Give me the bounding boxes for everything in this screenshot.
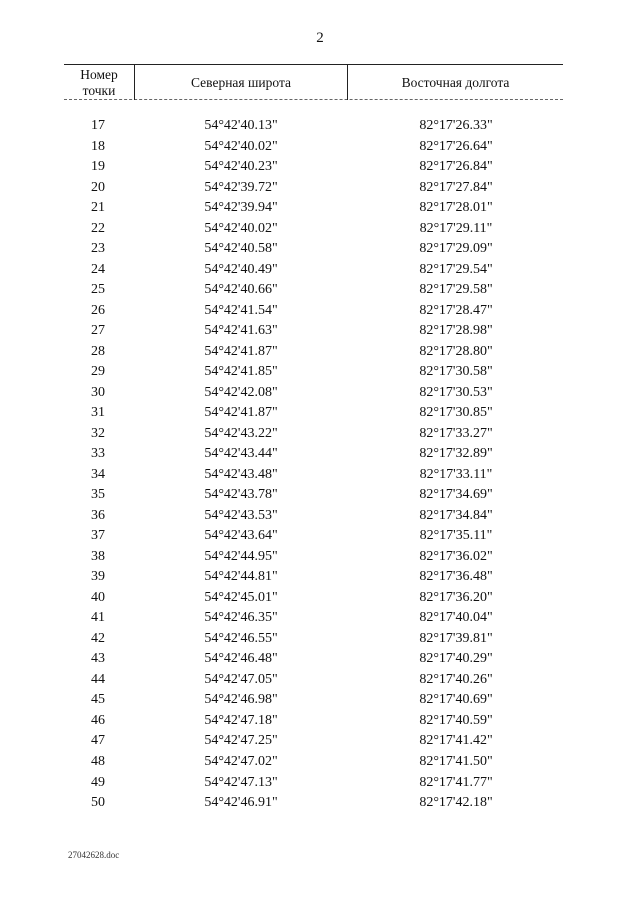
longitude-cell: 82°17'36.20": [419, 589, 493, 605]
latitude-cell: 54°42'40.23": [204, 159, 278, 175]
point-number-cell: 24: [91, 261, 105, 277]
coordinates-table-body: [0, 116, 640, 814]
point-number-cell: 37: [91, 528, 105, 544]
table-row: [0, 649, 640, 670]
longitude-cell: 82°17'27.84": [419, 179, 493, 195]
longitude-cell: 82°17'40.69": [419, 692, 493, 708]
latitude-cell: 54°42'47.25": [204, 733, 278, 749]
table-row: [0, 608, 640, 629]
longitude-cell: 82°17'30.58": [419, 364, 493, 380]
latitude-cell: 54°42'40.02": [204, 220, 278, 236]
longitude-cell: 82°17'28.01": [419, 200, 493, 216]
longitude-cell: 82°17'33.27": [419, 425, 493, 441]
header-point-number-line1: Номер: [80, 66, 118, 82]
point-number-cell: 44: [91, 671, 105, 687]
table-row: [0, 485, 640, 506]
latitude-cell: 54°42'47.05": [204, 671, 278, 687]
longitude-cell: 82°17'28.47": [419, 302, 493, 318]
latitude-cell: 54°42'44.81": [204, 569, 278, 585]
longitude-cell: 82°17'42.18": [419, 795, 493, 811]
longitude-cell: 82°17'28.80": [419, 343, 493, 359]
point-number-cell: 47: [91, 733, 105, 749]
table-row: [0, 362, 640, 383]
table-row: [0, 567, 640, 588]
table-row: [0, 137, 640, 158]
point-number-cell: 36: [91, 507, 105, 523]
longitude-cell: 82°17'34.69": [419, 487, 493, 503]
longitude-cell: 82°17'30.85": [419, 405, 493, 421]
latitude-cell: 54°42'46.35": [204, 610, 278, 626]
point-number-cell: 27: [91, 323, 105, 339]
longitude-cell: 82°17'29.58": [419, 282, 493, 298]
table-row: [0, 588, 640, 609]
point-number-cell: 41: [91, 610, 105, 626]
latitude-cell: 54°42'41.87": [204, 343, 278, 359]
latitude-cell: 54°42'43.22": [204, 425, 278, 441]
longitude-cell: 82°17'29.11": [419, 220, 493, 236]
table-row: [0, 629, 640, 650]
latitude-cell: 54°42'47.18": [204, 712, 278, 728]
longitude-cell: 82°17'41.77": [419, 774, 493, 790]
table-row: [0, 506, 640, 527]
latitude-cell: 54°42'39.94": [204, 200, 278, 216]
longitude-cell: 82°17'29.09": [419, 241, 493, 257]
table-row: [0, 301, 640, 322]
point-number-cell: 43: [91, 651, 105, 667]
latitude-cell: 54°42'46.91": [204, 795, 278, 811]
table-row: [0, 280, 640, 301]
table-header: [64, 64, 563, 100]
table-row: [0, 773, 640, 794]
point-number-cell: 25: [91, 282, 105, 298]
table-row: [0, 178, 640, 199]
latitude-cell: 54°42'43.48": [204, 466, 278, 482]
longitude-cell: 82°17'26.64": [419, 138, 493, 154]
longitude-cell: 82°17'30.53": [419, 384, 493, 400]
table-row: [0, 670, 640, 691]
point-number-cell: 20: [91, 179, 105, 195]
longitude-cell: 82°17'33.11": [419, 466, 493, 482]
table-row: [0, 403, 640, 424]
page-number: 2: [316, 30, 324, 46]
latitude-cell: 54°42'41.85": [204, 364, 278, 380]
latitude-cell: 54°42'47.13": [204, 774, 278, 790]
point-number-cell: 30: [91, 384, 105, 400]
latitude-cell: 54°42'40.49": [204, 261, 278, 277]
latitude-cell: 54°42'43.64": [204, 528, 278, 544]
point-number-cell: 33: [91, 446, 105, 462]
table-row: [0, 444, 640, 465]
point-number-cell: 49: [91, 774, 105, 790]
table-row: [0, 198, 640, 219]
point-number-cell: 26: [91, 302, 105, 318]
latitude-cell: 54°42'40.13": [204, 118, 278, 133]
point-number-cell: 48: [91, 753, 105, 769]
latitude-cell: 54°42'43.53": [204, 507, 278, 523]
longitude-cell: 82°17'40.04": [419, 610, 493, 626]
point-number-cell: 22: [91, 220, 105, 236]
latitude-cell: 54°42'46.55": [204, 630, 278, 646]
longitude-cell: 82°17'40.59": [419, 712, 493, 728]
point-number-cell: 42: [91, 630, 105, 646]
table-row: [0, 424, 640, 445]
point-number-cell: 38: [91, 548, 105, 564]
table-row: [0, 239, 640, 260]
longitude-cell: 82°17'26.33": [419, 118, 493, 133]
footer-filename: 27042628.doc: [68, 850, 120, 860]
point-number-cell: 45: [91, 692, 105, 708]
header-point-number: [64, 65, 134, 100]
table-row: [0, 793, 640, 814]
latitude-cell: 54°42'40.66": [204, 282, 278, 298]
point-number-cell: 35: [91, 487, 105, 503]
table-row: [0, 260, 640, 281]
latitude-cell: 54°42'44.95": [204, 548, 278, 564]
longitude-cell: 82°17'32.89": [419, 446, 493, 462]
point-number-cell: 34: [91, 466, 105, 482]
latitude-cell: 54°42'41.63": [204, 323, 278, 339]
header-latitude: Северная широта: [134, 65, 347, 100]
latitude-cell: 54°42'40.58": [204, 241, 278, 257]
longitude-cell: 82°17'41.50": [419, 753, 493, 769]
latitude-cell: 54°42'41.54": [204, 302, 278, 318]
longitude-cell: 82°17'34.84": [419, 507, 493, 523]
point-number-cell: 39: [91, 569, 105, 585]
longitude-cell: 82°17'26.84": [419, 159, 493, 175]
latitude-cell: 54°42'43.78": [204, 487, 278, 503]
longitude-cell: 82°17'35.11": [419, 528, 493, 544]
table-row: [0, 321, 640, 342]
table-row: [0, 547, 640, 568]
table-row: [0, 731, 640, 752]
header-point-number-line2: точки: [82, 82, 116, 98]
table-row: [0, 383, 640, 404]
latitude-cell: 54°42'46.98": [204, 692, 278, 708]
table-row: [0, 526, 640, 547]
longitude-cell: 82°17'39.81": [419, 630, 493, 646]
point-number-cell: 50: [91, 795, 105, 811]
header-longitude: Восточная долгота: [347, 65, 563, 100]
longitude-cell: 82°17'28.98": [419, 323, 493, 339]
longitude-cell: 82°17'41.42": [419, 733, 493, 749]
latitude-cell: 54°42'42.08": [204, 384, 278, 400]
latitude-cell: 54°42'43.44": [204, 446, 278, 462]
table-row: [0, 116, 640, 137]
point-number-cell: 31: [91, 405, 105, 421]
longitude-cell: 82°17'36.48": [419, 569, 493, 585]
point-number-cell: 29: [91, 364, 105, 380]
point-number-cell: 32: [91, 425, 105, 441]
longitude-cell: 82°17'29.54": [419, 261, 493, 277]
latitude-cell: 54°42'40.02": [204, 138, 278, 154]
point-number-cell: 21: [91, 200, 105, 216]
latitude-cell: 54°42'45.01": [204, 589, 278, 605]
point-number-cell: 28: [91, 343, 105, 359]
table-row: [0, 157, 640, 178]
point-number-cell: 18: [91, 138, 105, 154]
longitude-cell: 82°17'40.29": [419, 651, 493, 667]
point-number-cell: 19: [91, 159, 105, 175]
longitude-cell: 82°17'36.02": [419, 548, 493, 564]
table-row: [0, 465, 640, 486]
table-row: [0, 219, 640, 240]
point-number-cell: 17: [91, 118, 105, 133]
table-row: [0, 342, 640, 363]
table-row: [0, 752, 640, 773]
latitude-cell: 54°42'39.72": [204, 179, 278, 195]
table-row: [0, 711, 640, 732]
latitude-cell: 54°42'47.02": [204, 753, 278, 769]
longitude-cell: 82°17'40.26": [419, 671, 493, 687]
latitude-cell: 54°42'46.48": [204, 651, 278, 667]
latitude-cell: 54°42'41.87": [204, 405, 278, 421]
point-number-cell: 23: [91, 241, 105, 257]
point-number-cell: 46: [91, 712, 105, 728]
point-number-cell: 40: [91, 589, 105, 605]
table-row: [0, 690, 640, 711]
